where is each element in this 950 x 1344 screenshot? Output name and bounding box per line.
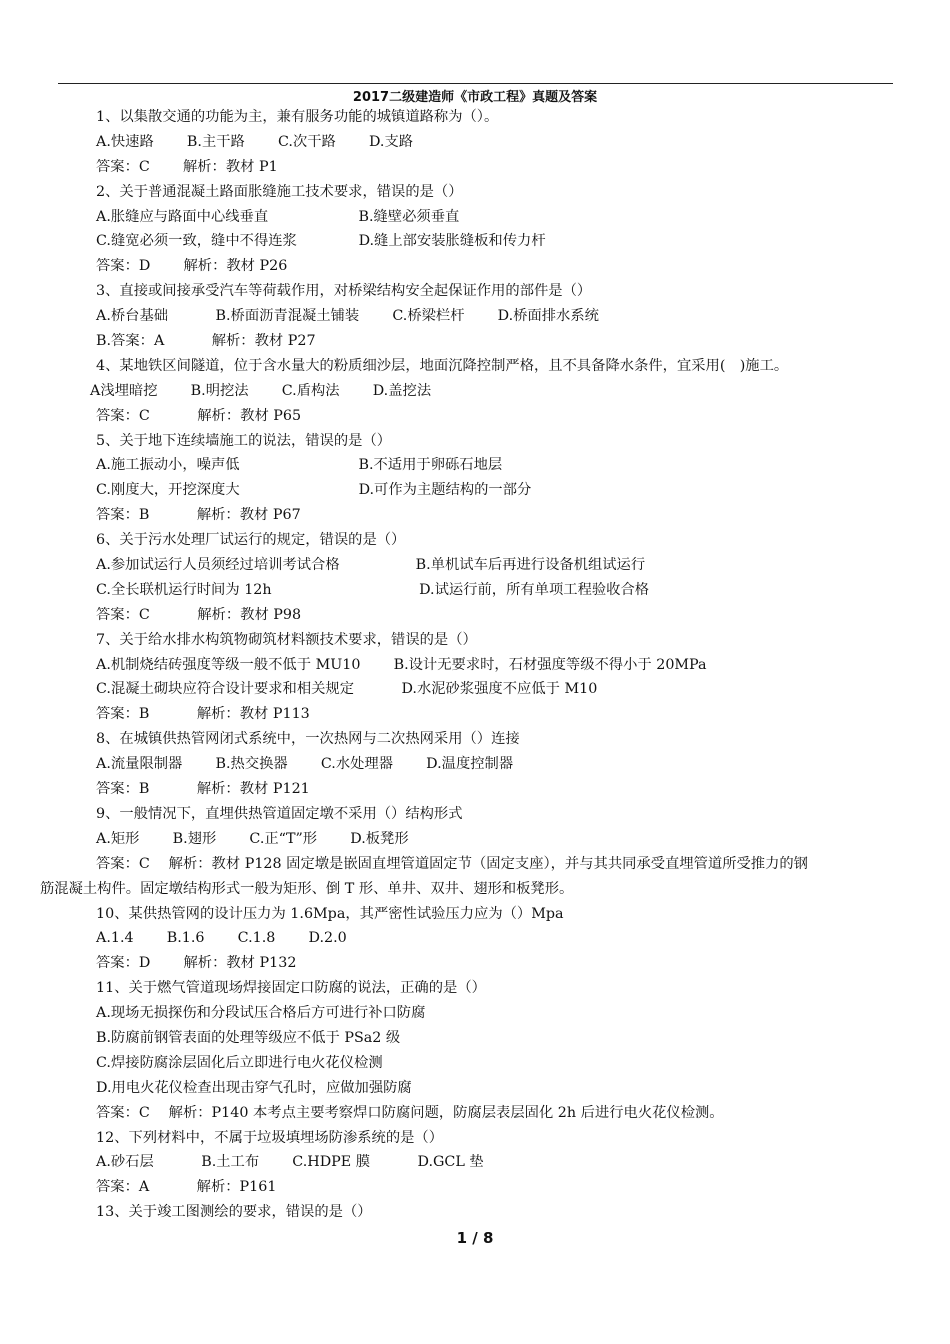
text-line: A.流量限制器 B.热交换器 C.水处理器 D.温度控制器 [96, 756, 514, 773]
text-line: 3、直接或间接承受汽车等荷载作用，对桥梁结构安全起保证作用的部件是（） [96, 283, 592, 300]
text-line: A.桥台基础 B.桥面沥青混凝土铺装 C.桥梁栏杆 D.桥面排水系统 [96, 308, 599, 325]
text-line: A浅埋暗挖 B.明挖法 C.盾构法 D.盖挖法 [90, 382, 432, 399]
text-line: 答案：D 解析：教材 P26 [96, 258, 288, 275]
text-line: 答案：B 解析：教材 P67 [96, 507, 301, 524]
text-line: A.参加试运行人员须经过培训考试合格 B.单机试车后再进行设备机组试运行 [96, 557, 646, 574]
document-body [40, 105, 896, 1225]
text-line: 答案：C 解析：教材 P98 [96, 606, 302, 623]
text-line: 答案：B 解析：教材 P121 [96, 781, 310, 798]
text-line: 答案：B 解析：教材 P113 [96, 706, 310, 723]
header-rule [58, 83, 893, 84]
text-line: B.答案：A 解析：教材 P27 [96, 333, 316, 350]
document-title: 2017二级建造师《市政工程》真题及答案 [352, 90, 598, 105]
text-line: 答案：A 解析：P161 [96, 1179, 277, 1196]
text-line: A.胀缝应与路面中心线垂直 B.缝壁必须垂直 [96, 208, 460, 225]
text-line: 7、关于给水排水构筑物砌筑材料额技术要求，错误的是（） [96, 631, 477, 648]
text-line: C.混凝土砌块应符合设计要求和相关规定 D.水泥砂浆强度不应低于 M10 [96, 681, 598, 698]
text-line: 答案：C 解析：教材 P128 固定墩是嵌固直埋管道固定节（固定支座），并与其共同承受直埋管道所受推力的钢 [96, 855, 808, 872]
text-line: 5、关于地下连续墙施工的说法，错误的是（） [96, 432, 392, 449]
text-line: C.刚度大，开挖深度大 D.可作为主题结构的一部分 [96, 482, 532, 499]
text-line: C.焊接防腐涂层固化后立即进行电火花仪检测 [96, 1054, 383, 1071]
text-line: 6、关于污水处理厂试运行的规定，错误的是（） [96, 532, 406, 549]
text-line: 4、某地铁区间隧道，位于含水量大的粉质细沙层，地面沉降控制严格，且不具备降水条件，宜采用( )施工。 [96, 357, 789, 374]
text-line: 1、以集散交通的功能为主，兼有服务功能的城镇道路称为（）。 [96, 109, 499, 125]
text-line: A.机制烧结砖强度等级一般不低于 MU10 B.设计无要求时，石材强度等级不得小于 20MPa [96, 656, 707, 673]
text-line: C.全长联机运行时间为 12h D.试运行前，所有单项工程验收合格 [96, 581, 650, 598]
text-line: 答案：C 解析：教材 P65 [96, 407, 302, 424]
text-line: A.快速路 B.主干路 C.次干路 D.支路 [96, 133, 414, 150]
text-line: A.砂石层 B.土工布 C.HDPE 膜 D.GCL 垫 [96, 1154, 484, 1171]
text-line: 9、一般情况下，直埋供热管道固定墩不采用（）结构形式 [96, 805, 463, 822]
text-line: 2、关于普通混凝土路面胀缝施工技术要求，错误的是（） [96, 183, 463, 200]
text-line: 11、关于燃气管道现场焊接固定口防腐的说法，正确的是（） [96, 980, 486, 997]
text-line: 答案：C 解析：教材 P1 [96, 158, 278, 175]
text-line: A.1.4 B.1.6 C.1.8 D.2.0 [96, 930, 347, 947]
text-line: 12、下列材料中，不属于垃圾填埋场防渗系统的是（） [96, 1129, 444, 1146]
text-line: A.施工振动小，噪声低 B.不适用于卵砾石地层 [96, 457, 503, 474]
text-line: 13、关于竣工图测绘的要求，错误的是（） [96, 1204, 372, 1221]
text-line: 筋混凝土构件。固定墩结构形式一般为矩形、倒 T 形、单井、双井、翅形和板凳形。 [40, 880, 574, 897]
text-line: 答案：C 解析：P140 本考点主要考察焊口防腐问题，防腐层表层固化 2h 后进行电火花仪检测。 [96, 1104, 724, 1121]
text-line: A.现场无损探伤和分段试压合格后方可进行补口防腐 [96, 1005, 426, 1022]
text-line: C.缝宽必须一致，缝中不得连浆 D.缝上部安装胀缝板和传力杆 [96, 233, 546, 250]
text-line: 答案：D 解析：教材 P132 [96, 955, 297, 972]
text-line: 8、在城镇供热管网闭式系统中，一次热网与二次热网采用（）连接 [96, 731, 520, 748]
text-line: B.防腐前钢管表面的处理等级应不低于 PSa2 级 [96, 1029, 401, 1046]
text-line: A.矩形 B.翅形 C.正“T”形 D.板凳形 [96, 830, 409, 847]
text-line: D.用电火花仪检查出现击穿气孔时，应做加强防腐 [96, 1079, 412, 1096]
page-number: 1 / 8 [456, 1229, 494, 1247]
text-line: 10、某供热管网的设计压力为 1.6Mpa，其严密性试验压力应为（）Mpa [96, 905, 564, 922]
